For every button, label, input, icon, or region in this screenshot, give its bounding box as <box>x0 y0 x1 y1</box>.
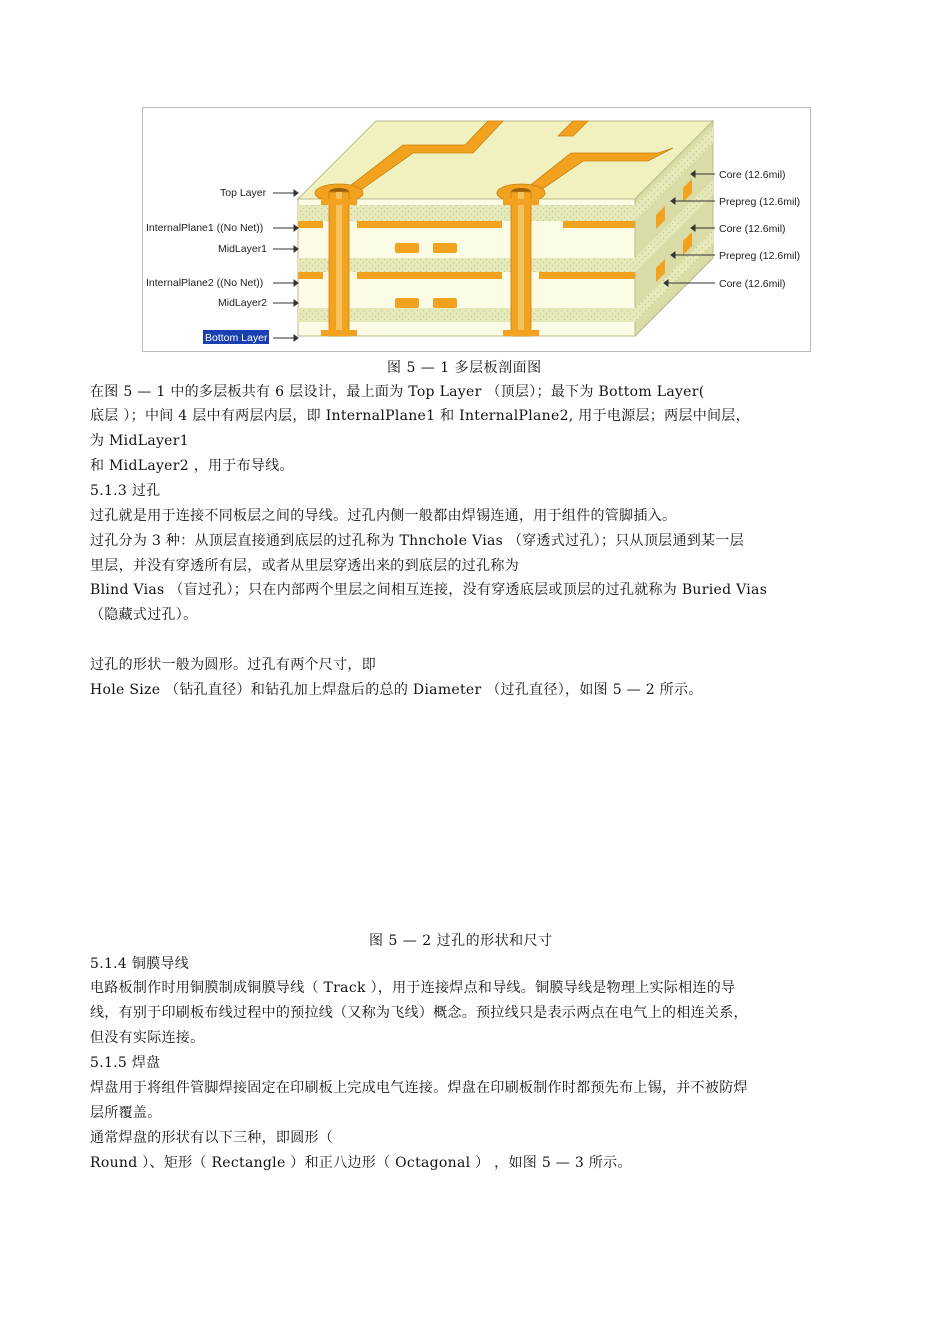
label-internal-plane-2: InternalPlane2 ((No Net)) <box>146 277 264 289</box>
midlayer1-pad-1 <box>395 243 419 253</box>
label-midlayer-2: MidLayer2 <box>218 297 268 309</box>
label-core-2: Core (12.6mil) <box>719 223 786 235</box>
paragraph-line: 电路板制作时用铜膜制成铜膜导线（ Track ），用于连接焊点和导线。铜膜导线是物理上实际相连的导 <box>90 980 736 996</box>
paragraph-line: 通常焊盘的形状有以下三种，即圆形（ <box>90 1130 334 1146</box>
midlayer2-pad-1 <box>395 298 419 308</box>
paragraph-line: 里层，并没有穿透所有层，或者从里层穿透出来的到底层的过孔称为 <box>90 558 519 574</box>
paragraph-line: 过孔分为 3 种：从顶层直接通到底层的过孔称为 Thnchole Vias （穿透式过孔）；只从顶层通到某一层 <box>90 533 744 549</box>
paragraph-line: 线，有别于印刷板布线过程中的预拉线（又称为飞线）概念。预拉线只是表示两点在电气上的相连关系， <box>90 1005 748 1021</box>
figure-5-1-caption: 图 5 — 1 多层板剖面图 <box>387 360 542 376</box>
label-prepreg-1: Prepreg (12.6mil) <box>719 196 801 208</box>
label-core-3: Core (12.6mil) <box>719 278 786 290</box>
pcb-cross-section-figure <box>142 107 811 352</box>
paragraph-line: 层所覆盖。 <box>90 1105 162 1121</box>
paragraph-line: 和 MidLayer2 ，用于布导线。 <box>90 458 294 474</box>
section-heading-5-1-5: 5.1.5 焊盘 <box>90 1055 161 1071</box>
paragraph-line: （隐藏式过孔）。 <box>90 607 198 623</box>
internal-plane-1 <box>298 221 323 228</box>
label-bottom-layer: Bottom Layer <box>205 332 268 344</box>
paragraph-line: 在图 5 — 1 中的多层板共有 6 层设计，最上面为 Top Layer （顶层）；最下为 Bottom Layer( <box>90 384 705 400</box>
paragraph-line: 底层 ）；中间 4 层中有两层内层，即 InternalPlane1 和 InternalPlane2, 用于电源层；两层中间层， <box>90 408 750 424</box>
label-top-layer: Top Layer <box>220 187 267 199</box>
label-internal-plane-1: InternalPlane1 ((No Net)) <box>146 222 264 234</box>
paragraph-line: 为 MidLayer1 <box>90 433 189 449</box>
paragraph-line: 但没有实际连接。 <box>90 1030 205 1046</box>
section-heading-5-1-3: 5.1.3 过孔 <box>90 483 161 499</box>
internal-plane-2 <box>298 272 323 279</box>
paragraph-line: 过孔的形状一般为圆形。过孔有两个尺寸，即 <box>90 657 376 673</box>
figure-5-2-caption: 图 5 — 2 过孔的形状和尺寸 <box>369 933 553 949</box>
label-prepreg-2: Prepreg (12.6mil) <box>719 250 801 262</box>
paragraph-line: Hole Size （钻孔直径）和钻孔加上焊盘后的总的 Diameter （过孔直径），如图 5 — 2 所示。 <box>90 682 703 698</box>
midlayer2-pad-2 <box>433 298 457 308</box>
paragraph-line: Round ）、矩形（ Rectangle ）和正八边形（ Octagonal ） ，如图 5 — 3 所示。 <box>90 1155 632 1171</box>
paragraph-line: 焊盘用于将组件管脚焊接固定在印刷板上完成电气连接。焊盘在印刷板制作时都预先布上锡，并不被防焊 <box>90 1080 748 1096</box>
midlayer1-pad-2 <box>433 243 457 253</box>
label-core-1: Core (12.6mil) <box>719 169 786 181</box>
paragraph-line: 过孔就是用于连接不同板层之间的导线。过孔内侧一般都由焊锡连通，用于组件的管脚插入。 <box>90 508 677 524</box>
section-heading-5-1-4: 5.1.4 铜膜导线 <box>90 956 190 972</box>
paragraph-line: Blind Vias （盲过孔）；只在内部两个里层之间相互连接，没有穿透底层或顶层的过孔就称为 Buried Vias <box>90 582 768 598</box>
label-midlayer-1: MidLayer1 <box>218 243 268 255</box>
